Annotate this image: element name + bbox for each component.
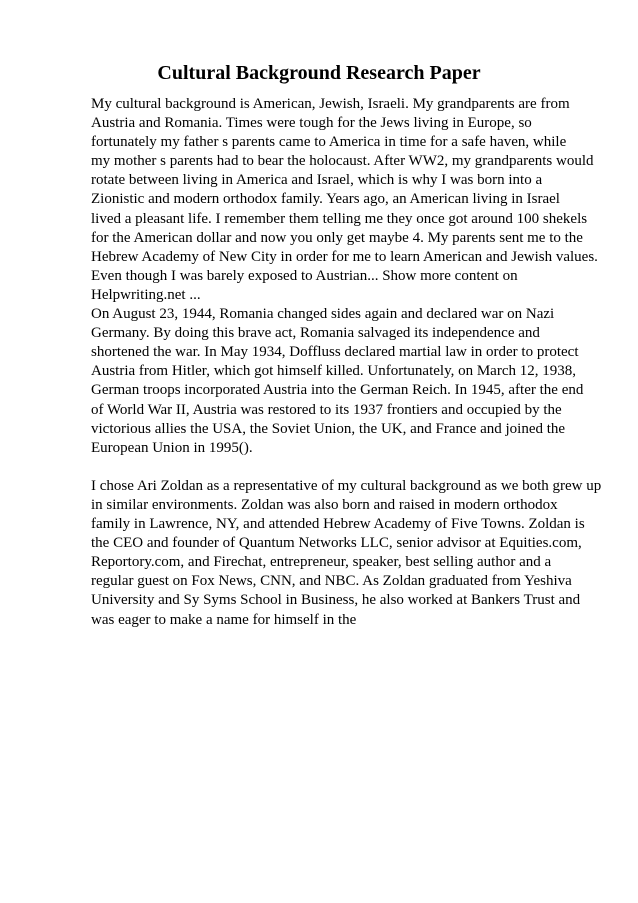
text-line: in similar environments. Zoldan was also born and raised in modern orthodox xyxy=(91,496,558,513)
text-line: Reportory.com, and Firechat, entrepreneur, speaker, best selling author and a xyxy=(91,554,552,571)
text-line: Germany. By doing this brave act, Romania salvaged its independence and xyxy=(91,325,540,342)
paragraph-3 xyxy=(91,477,611,630)
text-line: University and Sy Syms School in Business, he also worked at Bankers Trust and xyxy=(91,592,581,609)
paragraph-spacer xyxy=(91,458,611,477)
text-line: for the American dollar and now you only get maybe 4. My parents sent me to the xyxy=(91,229,583,246)
text-line: of World War II, Austria was restored to its 1937 frontiers and occupied by the xyxy=(91,401,562,418)
text-line: Austria from Hitler, which got himself killed. Unfortunately, on March 12, 1938, xyxy=(91,363,576,380)
text-line: rotate between living in America and Israel, which is why I was born into a xyxy=(91,172,543,189)
paragraph-2 xyxy=(91,305,611,458)
text-line: Helpwriting.net ... xyxy=(91,286,201,303)
text-line: fortunately my father s parents came to America in time for a safe haven, while xyxy=(91,134,567,151)
text-line: European Union in 1995(). xyxy=(91,439,253,456)
text-line: I chose Ari Zoldan as a representative of my cultural background as we both grew up xyxy=(91,477,602,494)
document-body xyxy=(91,95,611,630)
text-line: victorious allies the USA, the Soviet Union, the UK, and France and joined the xyxy=(91,420,566,437)
text-line: the CEO and founder of Quantum Networks LLC, senior advisor at Equities.com, xyxy=(91,535,582,552)
text-line: family in Lawrence, NY, and attended Hebrew Academy of Five Towns. Zoldan is xyxy=(91,516,585,533)
text-line: German troops incorporated Austria into the German Reich. In 1945, after the end xyxy=(91,382,584,399)
text-line: lived a pleasant life. I remember them telling me they once got around 100 shekels xyxy=(91,210,588,227)
page-title: Cultural Background Research Paper xyxy=(157,62,481,84)
text-line: Zionistic and modern orthodox family. Years ago, an American living in Israel xyxy=(91,191,560,208)
text-line: My cultural background is American, Jewish, Israeli. My grandparents are from xyxy=(91,96,570,112)
text-line: Even though I was barely exposed to Austrian... Show more content on xyxy=(91,267,518,284)
paragraph-1 xyxy=(91,95,611,305)
text-line: Austria and Romania. Times were tough for the Jews living in Europe, so xyxy=(91,115,532,132)
text-line: Hebrew Academy of New City in order for me to learn American and Jewish values. xyxy=(91,248,598,265)
text-line: regular guest on Fox News, CNN, and NBC. As Zoldan graduated from Yeshiva xyxy=(91,573,572,590)
text-line: shortened the war. In May 1934, Doffluss declared martial law in order to protect xyxy=(91,344,579,361)
text-line: was eager to make a name for himself in the xyxy=(91,611,357,628)
text-line: my mother s parents had to bear the holocaust. After WW2, my grandparents would xyxy=(91,153,594,170)
text-line: On August 23, 1944, Romania changed sides again and declared war on Nazi xyxy=(91,306,555,323)
